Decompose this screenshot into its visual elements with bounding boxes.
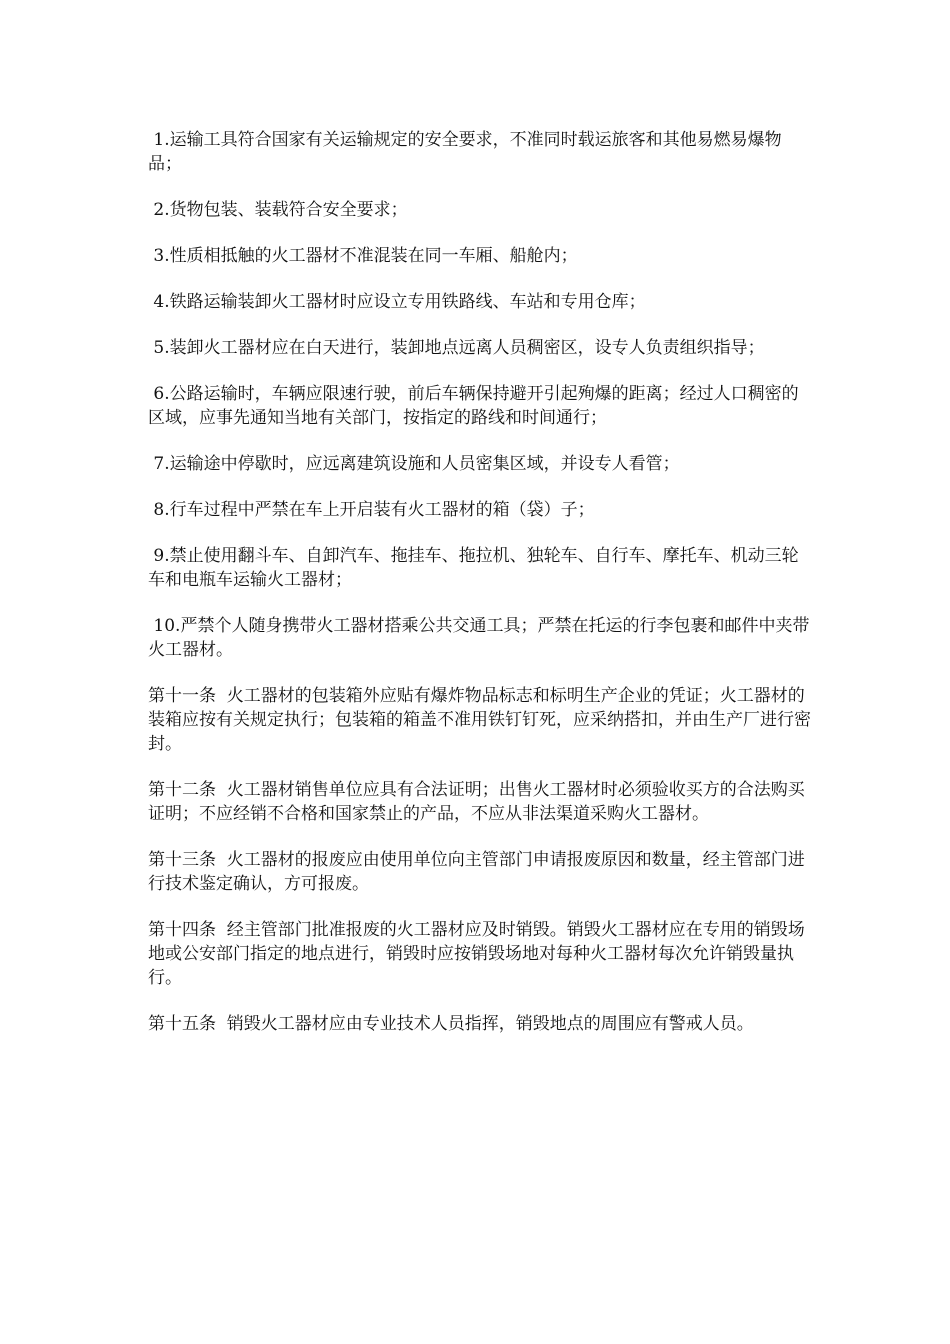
list-item-6: 6.公路运输时，车辆应限速行驶，前后车辆保持避开引起殉爆的距离；经过人口稠密的区域，应事先通知当地有关部门，按指定的路线和时间通行； [148,384,799,428]
article-15: 第十五条 销毁火工器材应由专业技术人员指挥，销毁地点的周围应有警戒人员。 [148,1014,754,1034]
list-item-7: 7.运输途中停歇时，应远离建筑设施和人员密集区域，并设专人看管； [148,454,680,474]
article-12: 第十二条 火工器材销售单位应具有合法证明；出售火工器材时必须验收买方的合法购买证明；不应经销不合格和国家禁止的产品，不应从非法渠道采购火工器材。 [148,780,805,824]
list-item-2: 2.货物包装、装载符合安全要求； [148,200,408,220]
document-page [148,128,812,1058]
article-11: 第十一条 火工器材的包装箱外应贴有爆炸物品标志和标明生产企业的凭证；火工器材的装箱应按有关规定执行；包装箱的箱盖不准用铁钉钉死，应采纳搭扣，并由生产厂进行密封。 [148,686,811,754]
list-item-5: 5.装卸火工器材应在白天进行，装卸地点远离人员稠密区，设专人负责组织指导； [148,338,765,358]
article-13: 第十三条 火工器材的报废应由使用单位向主管部门申请报废原因和数量，经主管部门进行技术鉴定确认，方可报废。 [148,850,805,894]
list-item-10: 10.严禁个人随身携带火工器材搭乘公共交通工具；严禁在托运的行李包裹和邮件中夹带火工器材。 [148,616,810,660]
list-item-1: 1.运输工具符合国家有关运输规定的安全要求，不准同时载运旅客和其他易燃易爆物品； [148,130,782,174]
article-14: 第十四条 经主管部门批准报废的火工器材应及时销毁。销毁火工器材应在专用的销毁场地或公安部门指定的地点进行，销毁时应按销毁场地对每种火工器材每次允许销毁量执行。 [148,920,805,988]
list-item-8: 8.行车过程中严禁在车上开启装有火工器材的箱（袋）子； [148,500,595,520]
list-item-9: 9.禁止使用翻斗车、自卸汽车、拖挂车、拖拉机、独轮车、自行车、摩托车、机动三轮车和电瓶车运输火工器材； [148,546,799,590]
list-item-4: 4.铁路运输装卸火工器材时应设立专用铁路线、车站和专用仓库； [148,292,646,312]
list-item-3: 3.性质相抵触的火工器材不准混装在同一车厢、船舱内； [148,246,578,266]
